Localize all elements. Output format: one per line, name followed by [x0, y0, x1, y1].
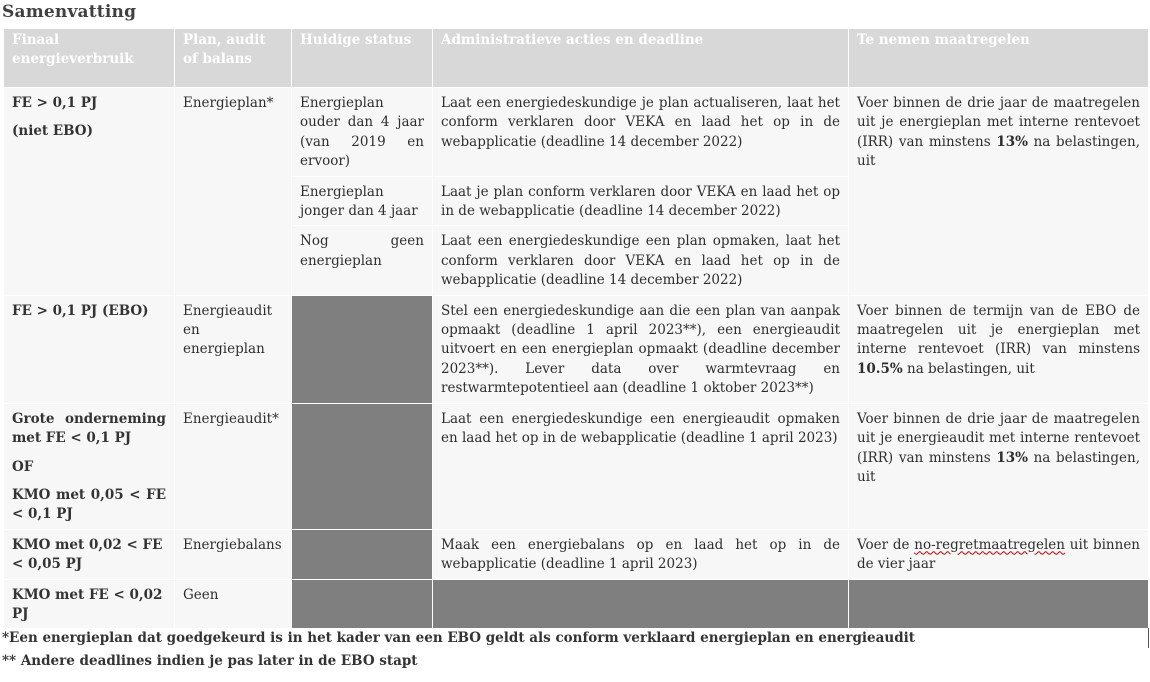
measure-text: uit binnen de vier jaar: [857, 536, 1140, 573]
measure-text: Voer binnen de drie jaar de maatregelen uit je energieaudit met interne rentevoet (IRR) van minstens: [857, 410, 1140, 466]
status-cell: Energieplan jonger dan 4 jaar: [292, 176, 433, 226]
table-row: [4, 88, 1149, 177]
footnote: ** Andere deadlines indien je pas later in de EBO stapt: [2, 653, 418, 669]
action-cell-empty: [433, 579, 849, 629]
measure-cell-empty: [849, 579, 1149, 629]
table-row: [4, 579, 1149, 629]
status-cell-empty: [292, 579, 433, 629]
measure-text: Voer binnen de drie jaar de maatregelen uit je energieplan met interne rentevoet (IRR) van minstens: [857, 95, 1140, 150]
action-cell: Stel een energiedeskundige aan die een plan van aanpak opmaakt (deadline 1 april 2023**), een energieaudit uitvoert en een energieplan opmaakt (deadline december 2023**). Lever data over warmtevraag en restwarmtepotentieel aan (deadline 1 oktober 2023**): [433, 295, 849, 403]
category-cell: FE > 0,1 PJ (EBO): [4, 295, 175, 403]
table-row: [4, 403, 1149, 529]
action-cell: Maak een energiebalans op en laad het op in de webapplicatie (deadline 1 april 2023): [433, 529, 849, 579]
category-line: Grote onderneming met FE < 0,1 PJ: [12, 410, 166, 447]
measure-cell: [849, 529, 1149, 579]
status-cell-empty: [292, 295, 433, 403]
category-line: OF: [12, 458, 34, 475]
header-measures: Te nemen maatregelen: [849, 29, 1149, 88]
category-cell: KMO met FE < 0,02 PJ: [4, 579, 175, 629]
measure-cell: [849, 403, 1149, 529]
action-cell: Laat een energiedeskundige een energieaudit opmaken en laad het op in de webapplicatie (deadline 1 april 2023): [433, 403, 849, 529]
text-cursor-line: [1148, 628, 1149, 648]
measure-percentage: 10.5%: [857, 360, 903, 377]
category-cell: KMO met 0,02 < FE < 0,05 PJ: [4, 529, 175, 579]
action-cell: Laat een energiedeskundige een plan opmaken, laat het conform verklaren door VEKA en laad het op in de webapplicatie (deadline 14 december 2022): [433, 226, 849, 295]
type-cell: Energiebalans: [175, 529, 292, 579]
type-cell: Energieaudit*: [175, 403, 292, 529]
header-status: Huidige status: [292, 29, 433, 88]
action-cell: Laat een energiedeskundige je plan actualiseren, laat het conform verklaren door VEKA en laad het op in de webapplicatie (deadline 14 december 2022): [433, 88, 849, 177]
category-line: FE > 0,1 PJ: [12, 95, 98, 111]
category-line: (niet EBO): [12, 123, 93, 140]
footnote: *Een energieplan dat goedgekeurd is in het kader van een EBO geldt als conform verklaard energieplan en energieaudit: [2, 630, 916, 646]
status-cell-empty: [292, 529, 433, 579]
measure-cell: [849, 88, 1149, 296]
header-actions: Administratieve acties en deadline: [433, 29, 849, 88]
measure-text: na belastingen, uit: [857, 133, 1140, 170]
status-cell: Nog geen energieplan: [292, 226, 433, 295]
measure-text: na belastingen, uit: [902, 360, 1035, 377]
category-cell: [4, 403, 175, 529]
header-energy-use: Finaal energieverbruik: [4, 29, 175, 88]
table-row: [4, 295, 1149, 403]
page-title: Samenvatting: [2, 2, 137, 22]
type-cell: Energieaudit en energieplan: [175, 295, 292, 403]
header-plan-type: Plan, audit of balans: [175, 29, 292, 88]
measure-percentage: 13%: [996, 449, 1028, 466]
summary-table: [3, 28, 1149, 629]
action-cell: Laat je plan conform verklaren door VEKA en laad het op in de webapplicatie (deadline 14 december 2022): [433, 176, 849, 226]
status-cell: Energieplan ouder dan 4 jaar (van 2019 en ervoor): [292, 88, 433, 177]
measure-percentage: 13%: [996, 133, 1028, 150]
status-cell-empty: [292, 403, 433, 529]
table-row: [4, 529, 1149, 579]
measure-text: Voer binnen de termijn van de EBO de maatregelen uit je energieplan met interne rentevoet (IRR) van minstens: [857, 302, 1140, 358]
category-line: KMO met 0,05 < FE < 0,1 PJ: [12, 486, 166, 523]
measure-text: Voer de: [857, 536, 915, 553]
header-row: [4, 29, 1149, 88]
measure-text: na belastingen, uit: [857, 449, 1140, 485]
measure-cell: [849, 295, 1149, 403]
type-cell: Energieplan*: [175, 88, 292, 296]
category-cell: [4, 88, 175, 296]
type-cell: Geen: [175, 579, 292, 629]
measure-spellcheck-word: no-regretmaatregelen: [914, 536, 1065, 553]
